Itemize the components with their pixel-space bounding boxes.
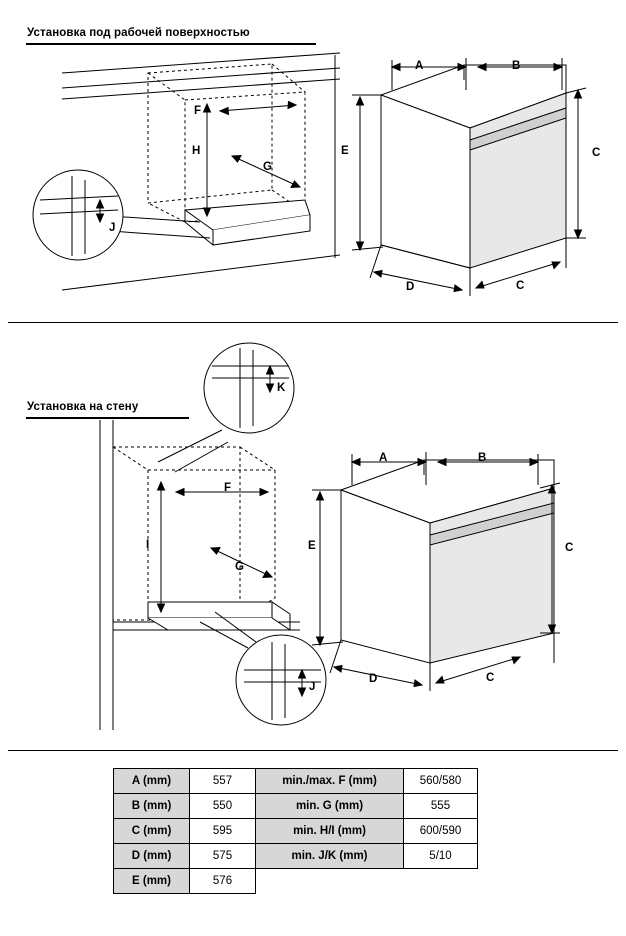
cell-blank (256, 869, 404, 894)
dim-label-E-1: E (341, 145, 349, 157)
cell-value-left: 576 (190, 869, 256, 894)
cell-value-left: 595 (190, 819, 256, 844)
section-title-wall-mount: Установка на стену (27, 401, 139, 413)
dim-label-D-1: D (406, 281, 415, 293)
cell-value-left: 557 (190, 769, 256, 794)
spec-table (113, 768, 478, 894)
divider-1 (8, 322, 618, 323)
cell-value-right: 555 (404, 794, 478, 819)
under-counter-drawing (0, 0, 626, 320)
cell-value-left: 550 (190, 794, 256, 819)
cell-label-left: C (mm) (114, 819, 190, 844)
table-row (114, 844, 478, 869)
dim-label-C-bottom-1: C (516, 280, 525, 292)
cell-value-right: 560/580 (404, 769, 478, 794)
cell-blank (404, 869, 478, 894)
dim-label-E-2: E (308, 540, 316, 552)
dim-label-B-2: B (478, 452, 487, 464)
cell-label-right: min./max. F (mm) (256, 769, 404, 794)
table-row (114, 869, 478, 894)
dim-label-B-1: B (512, 60, 521, 72)
table-row (114, 819, 478, 844)
dim-label-G-2: G (235, 561, 245, 573)
table-row (114, 794, 478, 819)
dim-label-A-2: A (379, 452, 388, 464)
dim-label-C-right-2: C (565, 542, 574, 554)
cell-value-right: 5/10 (404, 844, 478, 869)
dim-label-C-bottom-2: C (486, 672, 495, 684)
cell-label-right: min. G (mm) (256, 794, 404, 819)
cell-label-left: A (mm) (114, 769, 190, 794)
cell-label-left: E (mm) (114, 869, 190, 894)
dim-label-A-1: A (415, 60, 424, 72)
cell-label-right: min. H/I (mm) (256, 819, 404, 844)
cell-value-left: 575 (190, 844, 256, 869)
cell-label-left: D (mm) (114, 844, 190, 869)
dim-label-C-right-1: C (592, 147, 601, 159)
dim-label-F-2: F (224, 482, 232, 494)
dim-label-K-2: K (277, 382, 286, 394)
table-row (114, 769, 478, 794)
dim-label-I-2: I (146, 539, 150, 551)
cell-label-left: B (mm) (114, 794, 190, 819)
dim-label-H-1: H (192, 145, 201, 157)
dim-label-J-1: J (109, 222, 116, 234)
dim-label-G-1: G (263, 161, 273, 173)
cell-value-right: 600/590 (404, 819, 478, 844)
divider-2 (8, 750, 618, 751)
dim-label-J-2: J (309, 681, 316, 693)
section-title-under-counter: Установка под рабочей поверхностью (27, 27, 250, 39)
cell-label-right: min. J/K (mm) (256, 844, 404, 869)
dim-label-D-2: D (369, 673, 378, 685)
dim-label-F-1: F (194, 105, 202, 117)
